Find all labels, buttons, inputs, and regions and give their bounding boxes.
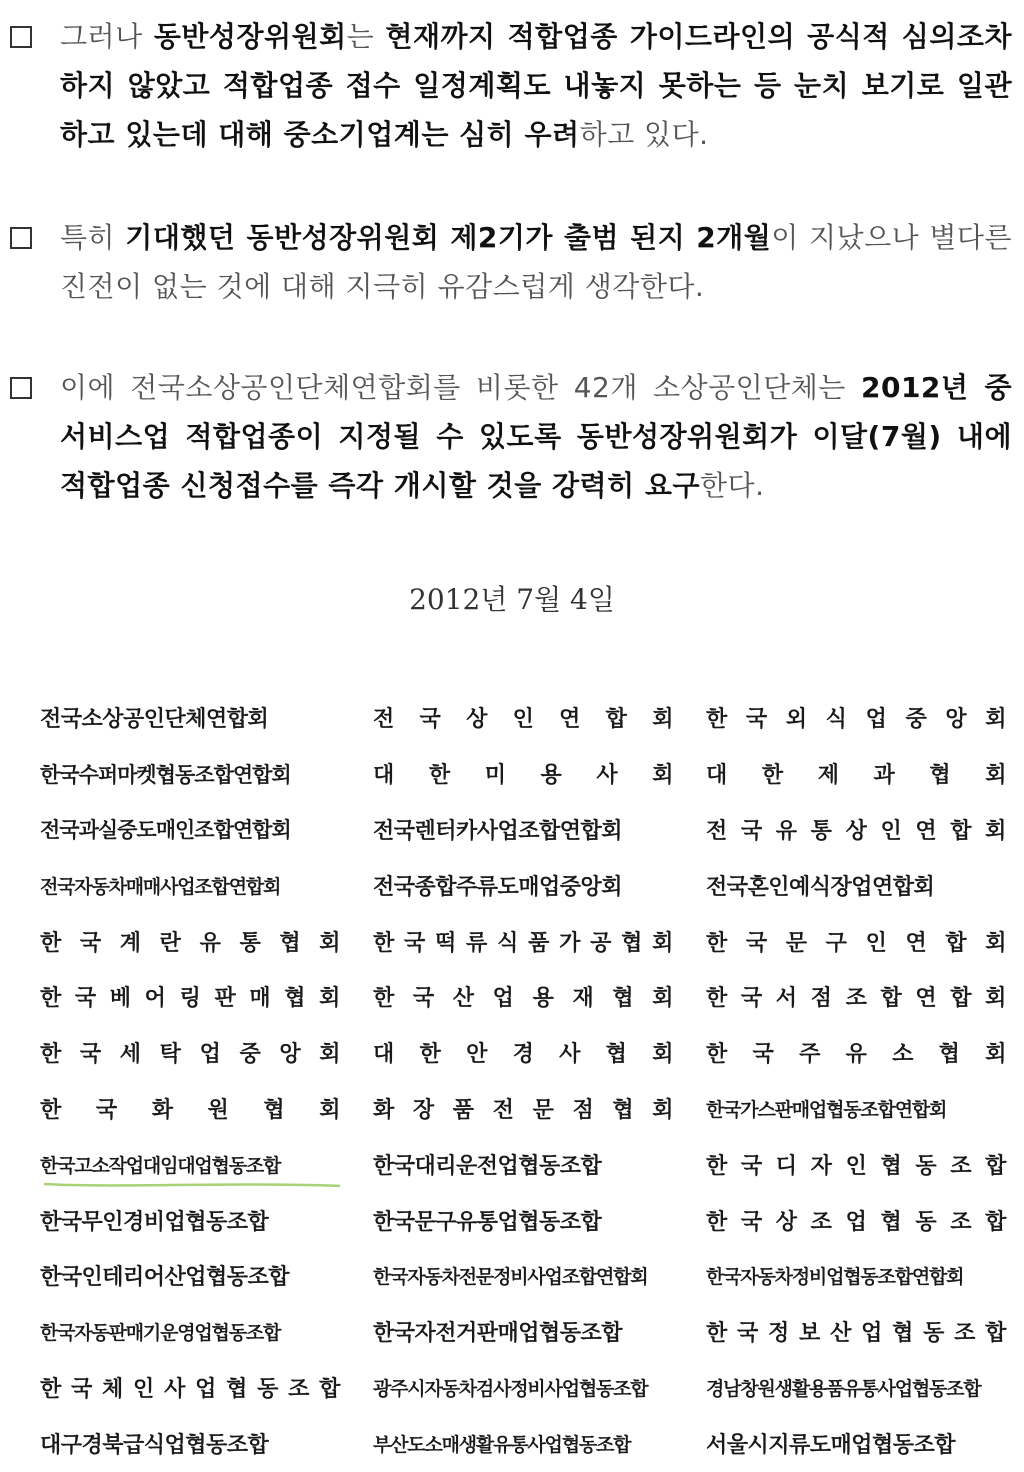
paragraph-1-seg-5: 하고 있다. [579,118,709,151]
organization-name: 한국무인경비업협동조합 [40,1209,269,1235]
paragraph-3 [10,363,1012,510]
paragraph-1 [10,12,1012,159]
organization-row [40,1136,1008,1192]
organization-row [40,690,1008,746]
paragraph-1-seg-1: 그러나 [60,20,154,53]
paragraph-3-text [60,363,1012,510]
organization-name: 한 국 정 보 산 업 협 동 조 합 [706,1321,1006,1347]
organization-name: 서울시지류도매업협동조합 [706,1432,956,1458]
organization-name: 전국소상공인단체연합회 [40,707,269,733]
organization-name: 한국자동판매기운영업협동조합 [40,1322,281,1345]
organization-name: 한 국 디 자 인 협 동 조 합 [706,1153,1006,1179]
organization-name: 한 국 체 인 사 업 협 동 조 합 [40,1376,340,1402]
organization-name: 한국고소작업대임대업협동조합 [40,1154,281,1177]
organization-row [40,913,1008,969]
paragraph-1-seg-3: 는 [346,20,386,53]
organization-row [40,1192,1008,1248]
paragraph-2-seg-1: 특히 [60,221,126,254]
organization-row [40,1360,1008,1416]
paragraph-3-seg-2: 2012년 중 서비스업 적합업종이 지정될 수 있도록 동반성장위원회가 이달(7월) 내에 적합업종 신청접수를 즉각 개시할 것을 강력히 요구 [60,371,1012,502]
organization-name: 한국자동차정비업협동조합연합회 [706,1266,964,1289]
organization-name: 한 국 떡 류 식 품 가 공 협 회 [373,930,673,956]
organization-row [40,1081,1008,1137]
organization-name: 대 한 안 경 사 협 회 [373,1042,673,1068]
organization-name: 대 한 제 과 협 회 [706,763,1006,789]
organization-name: 전국종합주류도매업중앙회 [373,874,623,900]
organization-name: 한국인테리어산업협동조합 [40,1265,290,1291]
organization-name: 화 장 품 전 문 점 협 회 [373,1097,673,1123]
organization-row [40,1248,1008,1304]
paragraph-3-seg-1: 이에 전국소상공인단체연합회를 비롯한 42개 소상공인단체는 [60,371,861,404]
organization-name: 한국대리운전업협동조합 [373,1153,602,1179]
checkbox-bullet-icon [10,26,32,48]
organization-name: 한 국 산 업 용 재 협 회 [373,986,673,1012]
organization-name: 한 국 베 어 링 판 매 협 회 [40,986,340,1012]
organization-row [40,746,1008,802]
paragraph-2-text [60,213,1012,311]
organization-row [40,1025,1008,1081]
organization-name: 한국가스판매업협동조합연합회 [706,1098,947,1121]
organization-name: 한 국 외 식 업 중 앙 회 [706,707,1006,733]
organization-row [40,1304,1008,1360]
organization-name: 전 국 상 인 연 합 회 [373,707,673,733]
organization-name: 전국혼인예식장업연합회 [706,874,935,900]
organization-name: 대 한 미 용 사 회 [373,763,673,789]
organization-row [40,857,1008,913]
organization-name: 한국자동차전문정비사업조합연합회 [373,1266,648,1289]
organization-name: 대구경북급식업협동조합 [40,1432,269,1458]
paragraph-1-seg-2: 동반성장위원회 [153,20,347,53]
document-date: 2012년 7월 4일 [409,583,615,616]
paragraph-2-seg-2: 기대했던 동반성장위원회 제2기가 출범 된지 2개월 [125,221,772,254]
paragraph-1-text [60,12,1012,159]
organization-name: 한 국 계 란 유 통 협 회 [40,930,340,956]
organization-row [40,969,1008,1025]
organization-row [40,802,1008,858]
organization-row [40,1415,1008,1471]
organization-name: 한국문구유통업협동조합 [373,1209,602,1235]
checkbox-bullet-icon [10,227,32,249]
organization-list [40,690,1008,1471]
organization-name: 한국자전거판매업협동조합 [373,1321,623,1347]
organization-name: 전국과실중도매인조합연합회 [40,818,291,843]
organization-name: 부산도소매생활유통사업협동조합 [373,1433,631,1456]
paragraph-2-seg-3: 이 지났으나 별다른 진전이 없는 것에 대해 지극히 유감스럽게 생각한다. [60,221,1013,303]
organization-name: 전국자동차매매사업조합연합회 [40,875,281,898]
paragraph-1-seg-4: 현재까지 적합업종 가이드라인의 공식적 심의조차 하지 않았고 적합업종 접수 일정계획도 내놓지 못하는 등 눈치 보기로 일관하고 있는데 대해 중소기업계는 심히 우려 [60,20,1013,151]
organization-name: 한 국 세 탁 업 중 앙 회 [40,1042,340,1068]
paragraph-2 [10,213,1012,311]
organization-name: 전 국 유 통 상 인 연 합 회 [706,818,1006,844]
organization-name: 한 국 문 구 인 연 합 회 [706,930,1006,956]
organization-name: 한 국 주 유 소 협 회 [706,1042,1006,1068]
organization-name: 한 국 화 원 협 회 [40,1097,340,1123]
organization-name: 광주시자동차검사정비사업협동조합 [373,1377,648,1400]
organization-name: 경남창원생활용품유통사업협동조합 [706,1377,981,1400]
organization-name: 한국수퍼마켓협동조합연합회 [40,762,291,787]
organization-name: 한 국 상 조 업 협 동 조 합 [706,1209,1006,1235]
organization-name: 한 국 서 점 조 합 연 합 회 [706,986,1006,1012]
organization-name: 전국렌터카사업조합연합회 [373,818,623,844]
paragraph-3-seg-3: 한다. [700,469,765,502]
checkbox-bullet-icon [10,377,32,399]
